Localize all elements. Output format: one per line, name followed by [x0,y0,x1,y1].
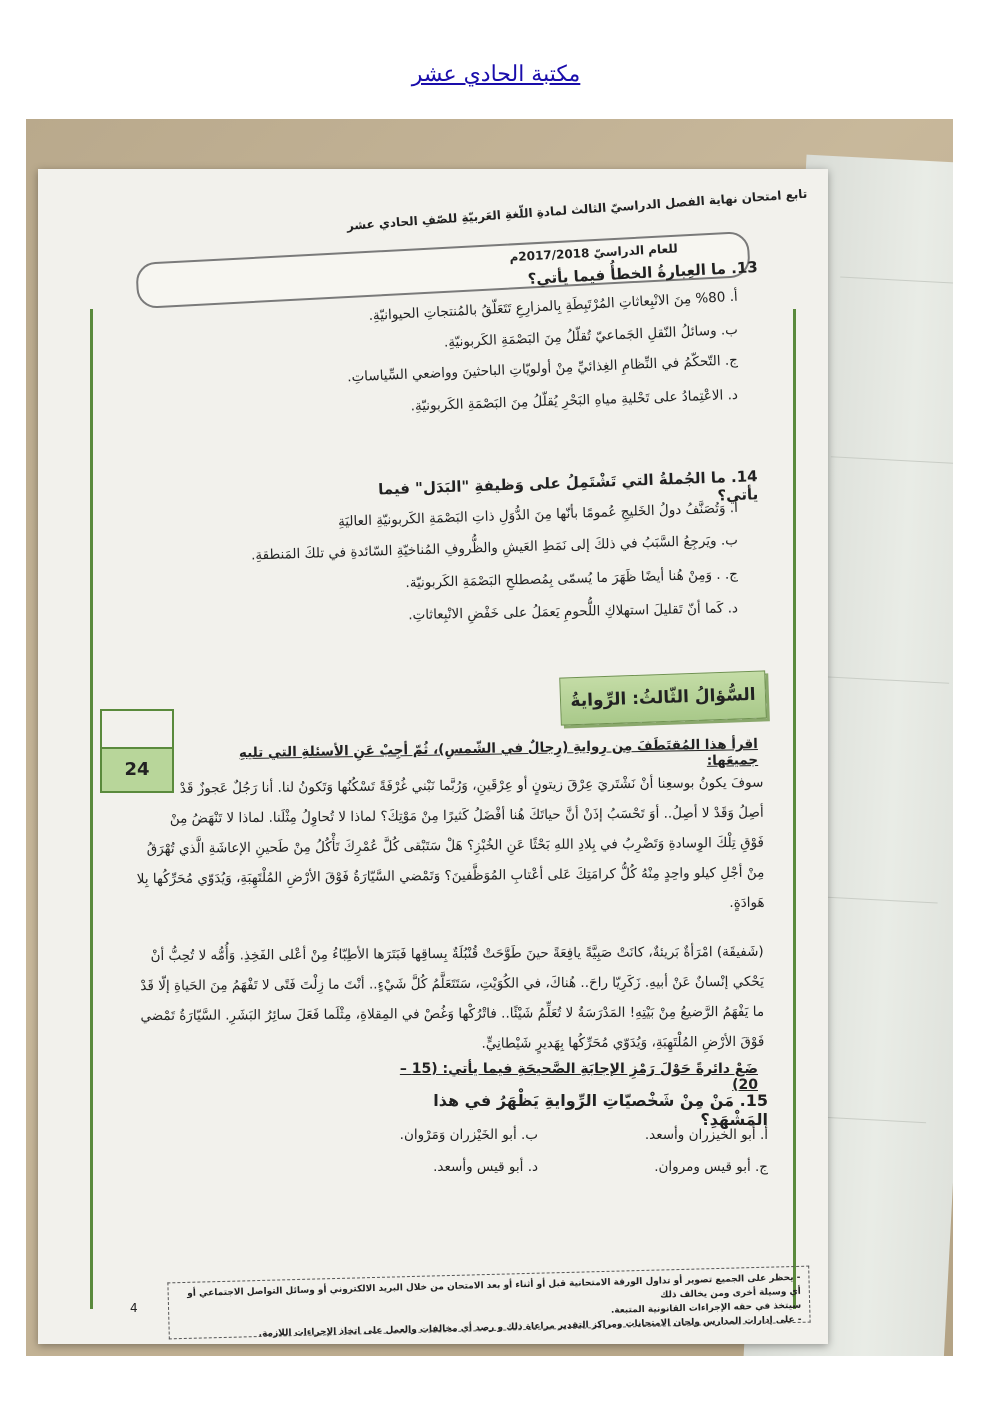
q15-title [368,1091,768,1129]
q15-option-c[interactable]: ج. أبو قيس ومروان. [654,1159,768,1175]
section-banner [559,670,767,725]
passage-paragraph-1 [123,768,765,925]
reading-instruction: اقرأ هذا المُقتَطَفَ مِن رِوايةِ (رِجالٌ في الشّمسِ)، ثُمّ أجِبْ عَنِ الأسئلةِ التي تليهِ جميعَها: [238,736,759,769]
passage-paragraph-2 [124,937,765,1061]
passage-line: (شَفيقَة) امْرَأةٌ بَريئةٌ، كانَتْ صَبِيَّةً يافِعَةً حينَ طَوَّحَتْ قُنْبُلَةٌ بِساقِها فَبَتَرَها الأطِبّاءُ مِنْ أعْلى الفَخِذِ. وَأُمُّه لا تُحِبُّ أنْ [150,943,764,965]
passage-line: أصِلُ وَقَدْ لا أصِلُ.. أوَ تَحْسَبُ إذَنْ أنَّ حياتَكَ هُنا أفْضَلُ كَثيرًا مِنْ مَوْتِكَ؟ لماذا لا تُحاوِلُ مِثْلَنا. لماذا لا تَنْهَضُ مِنْ [169,804,764,827]
footer-line: سيتخذ في حقه الإجراءات القانونية المتبعة. [610,1300,802,1316]
q13-number: 13. [730,258,759,278]
q15-text: مَنْ مِنْ شَخْصيّاتِ الرِّوايةِ يَظْهَرُ في هذا المَشْهَدِ؟ [433,1091,768,1129]
section-title: السُّؤالُ الثّالثُ: الرِّوايةُ [570,684,756,712]
q13-option-d[interactable]: د. الاعْتِمادُ على تَحْليةِ مياهِ البَحْرِ يُقلّلُ مِنَ البَصْمَةِ الكَربونيّةِ. [410,386,739,415]
q14-option-b[interactable]: ب. ويَرجِعُ السَّبَبُ في ذلكَ إلى نَمَطِ العَيشِ والظُّروفِ المُناخيّةِ السّائدةِ في تلكَ المَنطقةِ. [250,532,739,564]
passage-line: فَوْقَ الأرْضِ المُلْتَهِبَةِ، وَيُدَوّي مُحَرِّكُها بِهَديرٍ شَيْطانِيٍّ. [481,1033,765,1052]
q14-option-c[interactable]: ج. . وَمِنْ هُنا أيضًا ظَهَرَ ما يُسمّى بِمُصطلحِ البَصْمَةِ الكَربونيّة. [405,566,739,592]
faint-line [840,277,953,285]
q14-option-a[interactable]: أ. وَتُصَنَّفُ دولُ الخَليجِ عُمومًا بأنّها مِنَ الدُّوَلِ ذاتِ البَصْمَةِ الكَربونيّةِ العاليَةِ [337,499,739,530]
q14-option-d[interactable]: د. كَما أنّ تَقليلَ استهلاكِ اللُّحومِ يَعمَلُ على خَفْضِ الانْبِعاثاتِ. [408,600,739,624]
q13-option-b[interactable]: ب. وسائلُ النّقلِ الجَماعيّ تُقلّلُ مِنَ البَصْمَةِ الكَربونيّةِ. [443,321,739,351]
passage-line: سوفَ يكونُ بوسعِنا أنْ نَشْتَريَ عِرْقَ زيتونٍ أو عِرْقَينِ، وَرُبَّما نَبْني غُرْفَةً تَسْكُنُها وَتَكونُ لنا. أنا رَجُلٌ عَجوزٌ قَدْ [179,774,764,797]
faint-line [819,676,949,684]
q13-text: ما العِبارةُ الخطأُ فيما يأتي؟ [527,259,727,289]
faint-line [831,456,953,464]
q14-text: ما الجُملةُ التي تَشْتَمِلُ على وَظيفةِ "البَدَل" فيما يأتي؟ [377,468,759,505]
circle-instruction: ضَعْ دائرةً حَوْلَ رَمْزِ الإجابَةِ الصَّحيحَةِ فيما يأتي: (15 – 20) [399,1061,758,1093]
footer-line: - على إدارات المدارس ولجان الامتحانات ومراكز التقدير مراعاة ذلك و رصد أي مخالفات والعمل على اتخاذ الإجراءات اللازمة. [258,1314,802,1340]
exam-photo [26,119,953,1356]
passage-line: يَحْكي إنْسانٌ عَنْ أبيهِ. زَكَرِيّا راحَ.. هُناكَ، في الكُوَيْتِ، سَتَتَعَلَّمُ كُلَّ شَيْءٍ.. أنْتَ ما زِلْتَ فَتًى لا تَفْهَمُ مِنَ الحَياةِ إلّا قَدْ [140,973,764,995]
score-empty-cell [102,711,172,749]
q14-number: 14. [730,467,758,487]
score-value: 24 [102,749,172,791]
header-line1: تابع امتحان نهاية الفصل الدراسيّ الثالث لمادةِ اللّغةِ العَربيّةِ للصّفِ الحادي عشر [346,186,808,233]
page-number: 4 [130,1301,138,1315]
q13-option-c[interactable]: ج. التّحكّمُ في النِّظامِ الغِذائيِّ مِنْ أولويّاتِ الباحثينَ وواضعي السِّياساتِ. [346,352,739,386]
passage-line: فَوْقِ تِلْكَ الوِسادةِ وَتَضْرِبُ في بِلادِ اللهِ بَحْثًا عَنِ الخُبْزِ؟ هَلْ سَتَبْقى كُلَّ عُمْرِكَ تَأْكُلُ مِنْ طَحينِ الإعاشَةِ الَّذي تُهْرَقُ [146,834,765,858]
passage-line: ما يَفْهَمُ الرَّضيعُ مِنْ بَيْتِهِ! المَدْرَسَةُ لا تُعَلِّمُ شَيْئًا.. فاتْرُكْها وَغُصْ في المِقلاةِ، مِثْلَما فَعَلَ سائِرُ البَشَرِ. السَّيّارَةُ تَمْضي [140,1003,765,1025]
q15-number: 15. [739,1091,768,1110]
q13-option-a[interactable]: أ. 80% مِنَ الانْبِعاثاتِ المُرْتَبِطَةِ بِالمزارِعِ تَتَعَلّقُ بالمُنتجاتِ الحيوانيّةِ. [368,288,739,325]
q15-option-d[interactable]: د. أبو قيس وأسعد. [433,1159,538,1175]
footer-line: - يحظر على الجميع تصوير أو تداول الورقة الامتحانية قبل أو أثناء أو بعد الامتحان من خلال البريد الالكتروني أو وسائل التواصل الاجتماعي أو أي وسيلة أخرى ومن يخالف ذلك [187,1272,801,1301]
q15-option-a[interactable]: أ. أبو الخيزران وأسعد. [644,1127,768,1143]
q15-option-b[interactable]: ب. أبو الخَيْزران وَمَرْوان. [399,1127,538,1143]
exam-sheet [38,169,828,1344]
passage-line: مِنْ أجْلِ كيلو واحِدٍ مِنْهُ كُلُّ كرامَتِكَ عَلى أعْتابِ المُوَظَّفينَ؟ وَتَمْضي السَّيّارَةُ فَوْقَ الأرْضِ المُلْتَهِبَةِ، وَيُدَوّي مُحَرِّكُها بِلا [136,864,765,888]
passage-line: هَوادَةٍ. [729,894,765,912]
header-year-text: للعام الدراسيّ 2017/2018م [509,241,679,265]
site-link[interactable]: مكتبة الحادي عشر [411,62,581,87]
